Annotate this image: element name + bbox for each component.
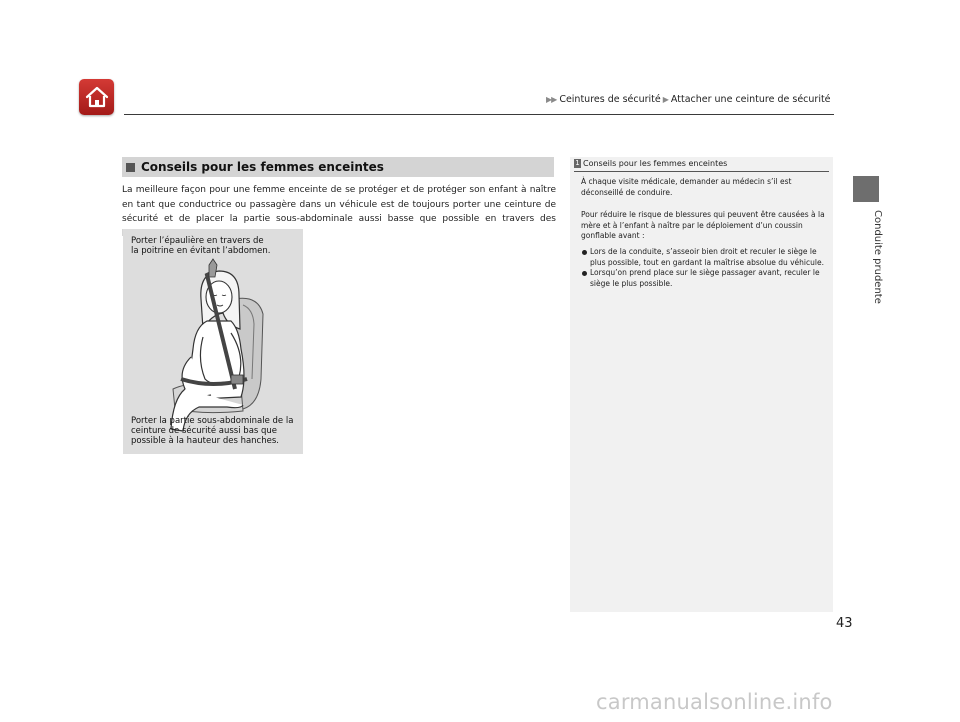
pregnant-seatbelt-illustration bbox=[123, 229, 303, 454]
sidebar-list bbox=[581, 247, 825, 289]
list-item: Lorsqu’on prend place sur le siège passager avant, reculer le siège le plus possible. bbox=[581, 268, 825, 289]
breadcrumb bbox=[546, 94, 831, 105]
section-heading bbox=[122, 157, 554, 177]
sidebar-paragraph-2: Pour réduire le risque de blessures qui peuvent être causées à la mère et à l’enfant à naître par le déploiement d’un coussin gonflable avant : bbox=[581, 210, 825, 240]
list-item: Lors de la conduite, s’asseoir bien droit et reculer le siège le plus possible, tout en gardant la maîtrise absolue du véhicule. bbox=[581, 247, 825, 268]
breadcrumb-current: Attacher une ceinture de sécurité bbox=[670, 94, 831, 105]
sidebar-divider bbox=[574, 171, 829, 172]
home-icon bbox=[84, 85, 110, 109]
section-title: Conseils pour les femmes enceintes bbox=[141, 160, 384, 174]
section-square-icon bbox=[126, 163, 135, 172]
chapter-tab[interactable] bbox=[853, 176, 879, 202]
sidebar-paragraph-1: À chaque visite médicale, demander au médecin s’il est déconseillé de conduire. bbox=[581, 177, 792, 197]
chapter-tab-label: Conduite prudente bbox=[872, 210, 883, 304]
sidebar-title-text: Conseils pour les femmes enceintes bbox=[583, 159, 728, 168]
header-divider bbox=[124, 114, 834, 115]
figure-caption-lap: Porter la partie sous-abdominale de la ceinture de sécurité aussi bas que possible à la hauteur des hanches. bbox=[131, 416, 294, 446]
watermark: carmanualsonline.info bbox=[596, 690, 833, 714]
sidebar-note bbox=[570, 157, 833, 612]
reference-number-badge: 1 bbox=[575, 159, 580, 167]
page-number: 43 bbox=[836, 616, 853, 631]
breadcrumb-arrow-icon: ▶ bbox=[662, 95, 669, 104]
breadcrumb-arrow-icon: ▶▶ bbox=[546, 95, 557, 104]
figure-caption-shoulder: Porter l’épaulière en travers de la poitrine en évitant l’abdomen. bbox=[131, 236, 271, 256]
home-button[interactable] bbox=[79, 79, 114, 115]
breadcrumb-link-seatbelts[interactable]: Ceintures de sécurité bbox=[559, 94, 661, 105]
sidebar-title bbox=[574, 159, 727, 168]
section-body: La meilleure façon pour une femme enceinte de se protéger et de protéger son enfant à naître en tant que conductrice ou passagère dans un véhicule est de toujours porter une ceinture de sécurité et de placer la partie sous-abdominale aussi basse que possible en travers des bbox=[122, 185, 556, 224]
